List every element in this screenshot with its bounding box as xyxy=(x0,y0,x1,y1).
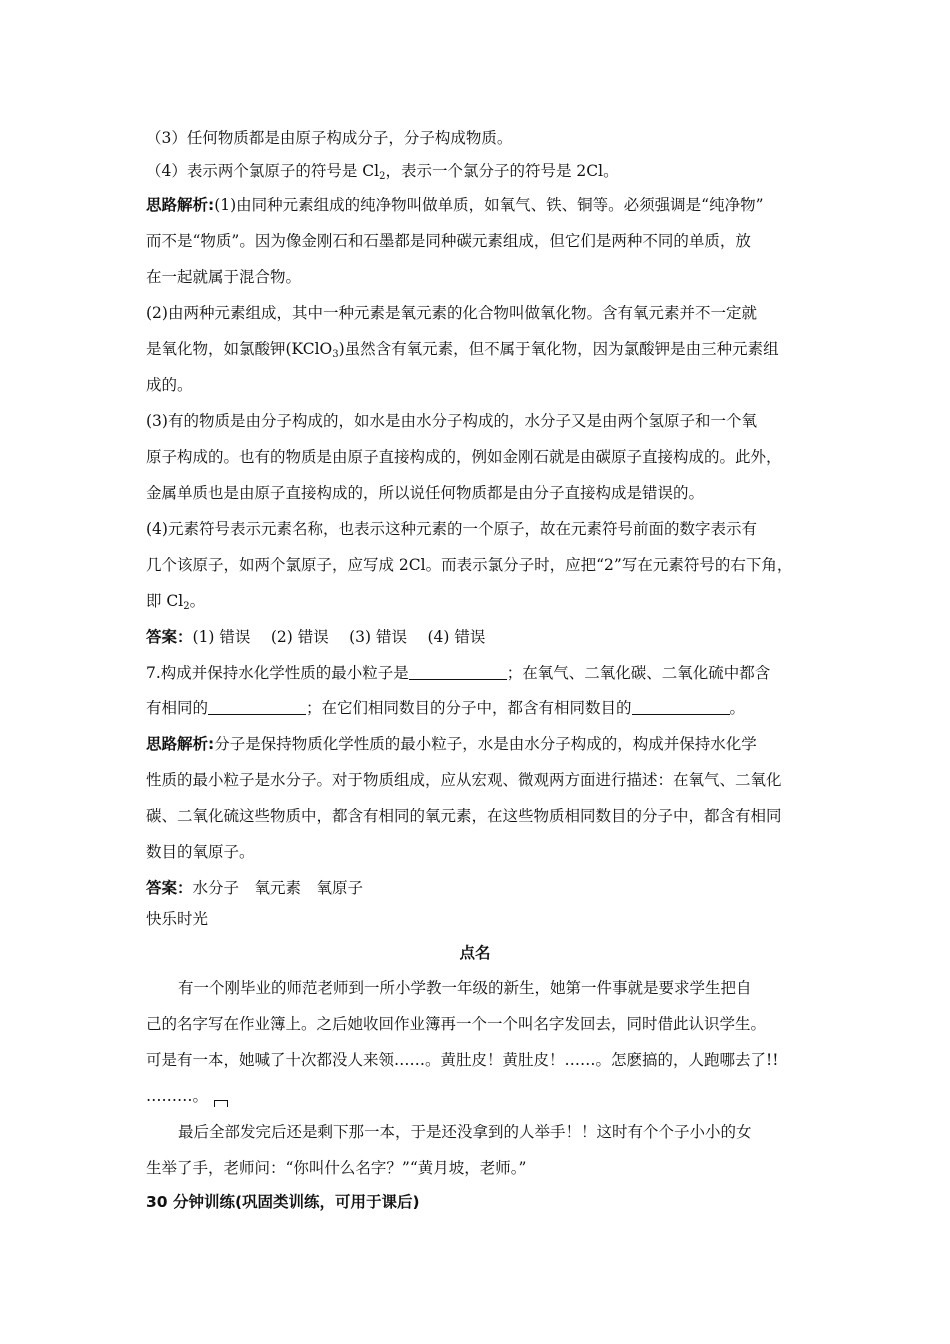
q6-item-3: （3）任何物质都是由原子构成分子，分子构成物质。 xyxy=(146,129,513,147)
q6-analysis-line: 原子构成的。也有的物质是由原子直接构成的，例如金刚石就是由碳原子直接构成的。此外， xyxy=(146,448,782,466)
q6-analysis-line: (2)由两种元素组成，其中一种元素是氧元素的化合物叫做氧化物。含有氧元素并不一定就 xyxy=(146,304,757,322)
story-title: 点名 xyxy=(459,944,491,962)
q7-analysis-line: 性质的最小粒子是水分子。对于物质组成，应从宏观、微观两方面进行描述：在氧气、二氧化 xyxy=(146,771,782,789)
answer-blank xyxy=(409,665,507,680)
answer-label: 答案： xyxy=(146,879,193,897)
answer-label: 答案： xyxy=(146,628,193,646)
story-line: 生举了手，老师问：“你叫什么名字？”“黄月坡，老师。” xyxy=(146,1159,527,1177)
q6-analysis-line: 即 $Cl_2$。 xyxy=(146,592,206,612)
story-line: 有一个刚毕业的师范老师到一所小学教一年级的新生，她第一件事就是要求学生把自 xyxy=(178,979,752,997)
answer-blank xyxy=(632,700,730,715)
training-heading: 30 分钟训练(巩固类训练，可用于课后) xyxy=(146,1193,420,1211)
q7-analysis-line: 思路解析:分子是保持物质化学性质的最小粒子，水是由水分子构成的，构成并保持水化学 xyxy=(146,735,757,753)
q6-analysis-line: 几个该原子，如两个氯原子，应写成 2Cl。而表示氯分子时，应把“2”写在元素符号的右下角， xyxy=(146,556,793,574)
q6-analysis-line: 思路解析:(1)由同种元素组成的纯净物叫做单质，如氧气、铁、铜等。必须强调是“纯净物” xyxy=(146,196,764,214)
q6-item-4: （4）表示两个氯原子的符号是 $Cl_2$，表示一个氯分子的符号是 2Cl。 xyxy=(146,162,619,182)
story-line: 可是有一本，她喊了十次都没人来领……。黄肚皮！黄肚皮！……。怎麽搞的，人跑哪去了!! xyxy=(146,1051,779,1069)
q7-analysis-line: 数目的氧原子。 xyxy=(146,843,255,861)
q6-analysis-line: (4)元素符号表示元素名称，也表示这种元素的一个原子，故在元素符号前面的数字表示有 xyxy=(146,520,757,538)
q7-answer: 答案：水分子 氧元素 氧原子 xyxy=(146,879,364,897)
q6-analysis-line: 成的。 xyxy=(146,376,193,394)
q7-question-line: 7.构成并保持水化学性质的最小粒子是 ；在氧气、二氧化碳、二氧化硫中都含 xyxy=(146,664,771,682)
section-heading: 快乐时光 xyxy=(146,910,209,928)
q6-analysis-line: 金属单质也是由原子直接构成的，所以说任何物质都是由分子直接构成是错误的。 xyxy=(146,484,705,502)
q6-analysis-line: 在一起就属于混合物。 xyxy=(146,268,302,286)
analysis-label: 思路解析: xyxy=(146,735,215,753)
q7-question-line: 有相同的 ；在它们相同数目的分子中，都含有相同数目的 。 xyxy=(146,699,746,717)
q6-answer: 答案：(1) 错误 (2) 错误 (3) 错误 (4) 错误 xyxy=(146,628,486,646)
analysis-label: 思路解析: xyxy=(146,196,215,214)
bracket-mark-icon xyxy=(214,1100,228,1107)
answer-blank xyxy=(208,700,306,715)
q7-analysis-line: 碳、二氧化硫这些物质中，都含有相同的氧元素，在这些物质相同数目的分子中，都含有相同 xyxy=(146,807,782,825)
q6-analysis-line: 是氧化物，如氯酸钾(KClO$_3$)虽然含有氧元素，但不属于氧化物，因为氯酸钾是由三种元素组 xyxy=(146,340,779,360)
story-line: ………。 xyxy=(146,1085,814,1107)
q6-analysis-line: (3)有的物质是由分子构成的，如水是由水分子构成的，水分子又是由两个氢原子和一个氧 xyxy=(146,412,757,430)
story-line: 己的名字写在作业簿上。之后她收回作业簿再一个一个叫名字发回去，同时借此认识学生。 xyxy=(146,1015,767,1033)
q6-analysis-line: 而不是“物质”。因为像金刚石和石墨都是同种碳元素组成，但它们是两种不同的单质，放 xyxy=(146,232,751,250)
story-line: 最后全部发完后还是剩下那一本，于是还没拿到的人举手！！这时有个个子小小的女 xyxy=(178,1123,752,1141)
